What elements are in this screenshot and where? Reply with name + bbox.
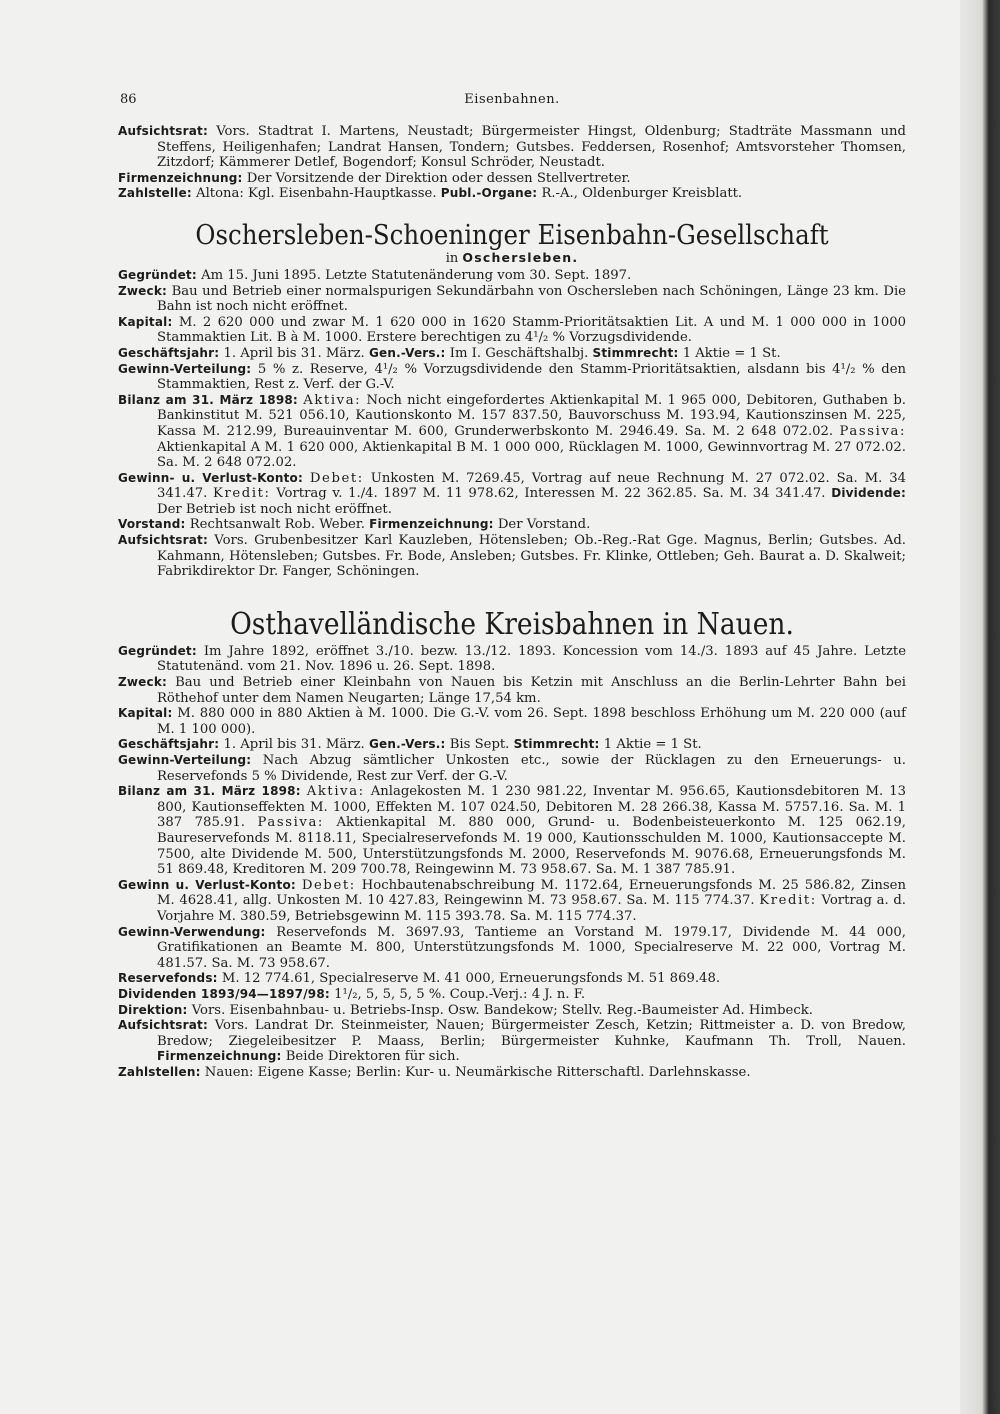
entry-text: 1. April bis 31. März. [223,345,365,361]
entry-text: Im Jahre 1892, eröffnet 3./10. bezw. 13./12. 1893. Koncession vom 14./3. 1893 auf 45 Jahre. Letzte Statutenänd. vom 21. Nov. 1896 u. 26. Sept. 1898. [157,643,906,675]
gewinn-verteilung-entry [118,362,906,393]
zahlstellen-entry [118,1065,906,1081]
entry-label: Kapital: [118,706,173,721]
section-subtitle [118,250,906,267]
entry-label: Vorstand: [118,517,186,532]
entry-text: Altona: Kgl. Eisenbahn-Hauptkasse. [196,186,437,202]
gegruendet-entry [118,268,906,284]
debet-label: Debet: [309,470,364,486]
dividende-text: Der Betrieb ist noch nicht eröffnet. [157,501,392,517]
entry-label: Bilanz am 31. März 1898: [118,784,301,799]
gewinn-verlust-konto-entry [118,878,906,925]
entry-text: 5 % z. Reserve, 4¹/₂ % Vorzugsdividende den Stamm-Prioritätsaktien, alsdann bis 4¹/₂ % den Stammaktien, Rest z. Verf. der G.-V. [157,361,907,393]
debet-text: Unkosten M. 7269.45, Vortrag auf neue Rechnung M. 27 072.02. Sa. M. 34 341.47. [157,470,906,502]
section-title-osthavellaendische: Osthavelländische Kreisbahnen in Nauen. [230,606,794,642]
prev-zahlstelle-entry [118,186,906,202]
entry-label: Kapital: [118,314,173,329]
entry-text: Der Vorsitzende der Direktion oder dessen Stellvertreter. [246,170,631,186]
aufsichtsrat-entry [118,533,906,580]
kapital-entry [118,706,906,737]
entry-text: M. 12 774.61, Specialreserve M. 41 000, Erneuerungsfonds M. 51 869.48. [221,971,721,987]
page-number: 86 [120,92,137,107]
entry-label: Aufsichtsrat: [118,124,208,138]
entry-text: Beide Direktoren für sich. [285,1049,460,1065]
entry-label: Direktion: [118,1002,188,1017]
entry-label: Firmenzeichnung: [118,170,243,185]
entry-text: Im I. Geschäftshalbj. [449,345,589,361]
prev-aufsichtsrat-entry [118,124,906,171]
entry-text: Rechtsanwalt Rob. Weber. [189,517,365,533]
page-edge-shadow [960,0,1000,1414]
gewinn-verwendung-entry [118,925,906,972]
entry-label: Gewinn-Verwendung: [118,924,266,939]
entry-label: Geschäftsjahr: [118,345,220,360]
aktiva-text: Noch nicht eingefordertes Aktienkapital M. 1 965 000, Debitoren, Guthaben b. Bankinstitut M. 521 056.10, Kautionskonto M. 157 837.50, Bauvorschuss M. 193.94, Kautionszinsen M. 225, Kassa M. 212.99, Bureauinventar M. 600, Grunderwerbskonto M. 2946.49. Sa. M. 2 648 072.02. [157,392,906,439]
kredit-label: Kredit: [759,893,817,909]
entry-text: Bau und Betrieb einer Kleinbahn von Nauen bis Ketzin mit Anschluss an die Berlin-Lehrter Bahn bei Röthehof unter dem Namen Neugarten; Länge 17,54 km. [157,675,906,706]
entry-text: Vors. Stadtrat I. Martens, Neustadt; Bürgermeister Hingst, Oldenburg; Stadträte Massmann und Steffens, Heiligenhafen; Landrat Hansen, Tondern; Gutsbes. Feddersen, Rosenhof; Amtsvorsteher Thomsen, Zitzdorf; Kämmerer Detlef, Bogendorf; Konsul Schröder, Neustadt. [157,124,906,171]
entry-label: Aufsichtsrat: [118,1018,208,1033]
passiva-label: Passiva: [839,423,906,439]
entry-label: Aufsichtsrat: [118,533,208,548]
gewinn-verteilung-entry [118,753,906,784]
bilanz-entry [118,393,906,471]
entry-label: Dividenden 1893/94—1897/98: [118,986,330,1001]
aktiva-label: Aktiva: [303,392,362,408]
entry-text: Nach Abzug sämtlicher Unkosten etc., sowie der Rücklagen zu den Erneuerungs- u. Reservefonds 5 % Dividende, Rest zur Verf. der G.-V. [157,753,906,784]
entry-label: Gewinn- u. Verlust-Konto: [118,470,303,485]
entry-label: Zahlstelle: [118,186,192,201]
entry-text: Bis Sept. [449,737,510,753]
reservefonds-entry [118,971,906,987]
geschaeftsjahr-entry [118,737,906,753]
entry-label: Stimmrecht: [513,737,600,752]
entry-label: Gen.-Vers.: [368,345,446,360]
entry-label: Gegründet: [118,643,197,658]
kapital-entry [118,315,906,346]
entry-text: Nauen: Eigene Kasse; Berlin: Kur- u. Neumärkische Ritterschaftl. Darlehnskasse. [204,1064,751,1080]
entry-label: Publ.-Organe: [440,186,538,201]
gegruendet-entry [118,644,906,675]
entry-text: 1¹/₂, 5, 5, 5, 5 %. Coup.-Verj.: 4 J. n. F. [334,986,586,1002]
debet-text: Hochbautenabschreibung M. 1172.64, Erneuerungsfonds M. 25 586.82, Zinsen M. 4628.41, allg. Unkosten M. 10 427.83, Reingewinn M. 73 958.67. Sa. M. 115 774.37. [157,877,906,909]
entry-label: Gewinn-Verteilung: [118,361,252,376]
direktion-entry [118,1003,906,1019]
entry-text: 1. April bis 31. März. [223,737,365,753]
subtitle-prefix: in [445,250,459,266]
kredit-text: Vortrag v. 1./4. 1897 M. 11 978.62, Interessen M. 22 362.85. Sa. M. 34 341.47. [276,486,826,502]
entry-text: Bau und Betrieb einer normalspurigen Sekundärbahn von Oschersleben nach Schöningen, Länge 23 km. Die Bahn ist noch nicht eröffnet. [157,283,906,315]
entry-text: M. 2 620 000 und zwar M. 1 620 000 in 1620 Stamm-Prioritätsaktien Lit. A und M. 1 000 000 in 1000 Stammaktien Lit. B à M. 1000. Erstere berechtigen zu 4¹/₂ % Vorzugsdividende. [157,314,906,346]
passiva-text: Aktienkapital M. 880 000, Grund- u. Bodenbeisteuerkonto M. 125 062.19, Baureservefonds M. 8118.11, Specialreservefonds M. 19 000, Kautionsschulden M. 1000, Kautionsaccepte M. 7500, alte Dividende M. 500, Unterstützungsfonds M. 2000, Reservefonds M. 9076.68, Erneuerungsfonds M. 51 869.48, Kreditoren M. 209 700.78, Reingewinn M. 73 958.67. Sa. M. 1 387 785.91. [157,815,906,878]
entry-text: Am 15. Juni 1895. Letzte Statutenänderung vom 30. Sept. 1897. [201,267,632,283]
entry-label: Gegründet: [118,267,197,282]
entry-label: Stimmrecht: [592,345,679,360]
zweck-entry [118,284,906,315]
running-header [118,92,906,114]
bilanz-entry [118,784,906,878]
entry-label: Firmenzeichnung: [157,1049,282,1064]
subtitle-place: Oschersleben. [462,249,579,265]
running-title: Eisenbahnen. [464,92,560,107]
entry-label: Zweck: [118,675,168,690]
entry-label: Firmenzeichnung: [369,517,494,532]
debet-label: Debet: [301,877,356,893]
entry-text: M. 880 000 in 880 Aktien à M. 1000. Die G.-V. vom 26. Sept. 1898 beschloss Erhöhung um M. 220 000 (auf M. 1 100 000). [157,706,906,737]
entry-text: Vors. Landrat Dr. Steinmeister, Nauen; Bürgermeister Zesch, Ketzin; Rittmeister a. D. von Bredow, Bredow; Ziegeleibesitzer P. Maass, Berlin; Bürgermeister Kuhnke, Kaufmann Th. Troll, Nauen. [157,1018,906,1049]
prev-firmenzeichnung-entry [118,171,906,187]
entry-label: Gen.-Vers.: [368,737,446,752]
entry-text: Vors. Grubenbesitzer Karl Kauzleben, Hötensleben; Ob.-Reg.-Rat Gge. Magnus, Berlin; Gutsbes. Ad. Kahmann, Hötensleben; Gutsbes. Fr. Bode, Ansleben; Gutsbes. Fr. Klinke, Ottleben; Geh. Baurat a. D. Skalweit; Fabrikdirektor Dr. Fanger, Schöningen. [157,533,906,580]
entry-text: Der Vorstand. [497,517,591,533]
aktiva-label: Aktiva: [306,784,365,800]
entry-label: Bilanz am 31. März 1898: [118,392,298,407]
aktiva-text: Anlagekosten M. 1 230 981.22, Inventar M. 956.65, Kautionsdebitoren M. 13 800, Kautionseffekten M. 1000, Effekten M. 107 024.50, Debitoren M. 28 266.38, Kassa M. 5757.16. Sa. M. 1 387 785.91. [157,784,906,831]
geschaeftsjahr-entry [118,346,906,362]
dividende-label: Dividende: [831,486,906,501]
entry-text: Vors. Eisenbahnbau- u. Betriebs-Insp. Osw. Bandekow; Stellv. Reg.-Baumeister Ad. Himbeck. [191,1002,813,1018]
document-page [118,92,906,1080]
entry-label: Zahlstellen: [118,1064,201,1079]
passiva-label: Passiva: [257,815,324,831]
passiva-text: Aktienkapital A M. 1 620 000, Aktienkapital B M. 1 000 000, Rücklagen M. 1000, Gewinnvortrag M. 27 072.02. Sa. M. 2 648 072.02. [157,439,906,471]
entry-label: Reservefonds: [118,971,218,986]
dividenden-entry [118,987,906,1003]
entry-label: Zweck: [118,283,168,298]
kredit-text: Vortrag a. d. Vorjahre M. 380.59, Betriebsgewinn M. 115 393.78. Sa. M. 115 774.37. [157,893,906,924]
entry-text: 1 Aktie = 1 St. [682,345,781,361]
entry-label: Gewinn u. Verlust-Konto: [118,877,296,892]
gewinn-verlust-konto-entry [118,471,906,518]
aufsichtsrat-entry [118,1018,906,1065]
kredit-label: Kredit: [213,486,271,502]
zweck-entry [118,675,906,706]
entry-text: Reservefonds M. 3697.93, Tantieme an Vorstand M. 1979.17, Dividende M. 44 000, Gratifikationen an Beamte M. 800, Unterstützungsfonds M. 1000, Specialreserve M. 22 000, Vortrag M. 481.57. Sa. M. 73 958.67. [157,924,906,971]
entry-label: Geschäftsjahr: [118,737,220,752]
entry-text: R.-A., Oldenburger Kreisblatt. [541,186,743,202]
entry-label: Gewinn-Verteilung: [118,753,252,767]
entry-text: 1 Aktie = 1 St. [603,737,702,753]
vorstand-entry [118,517,906,533]
section-title-oschersleben: Oschersleben-Schoeninger Eisenbahn-Gesellschaft [195,218,829,251]
